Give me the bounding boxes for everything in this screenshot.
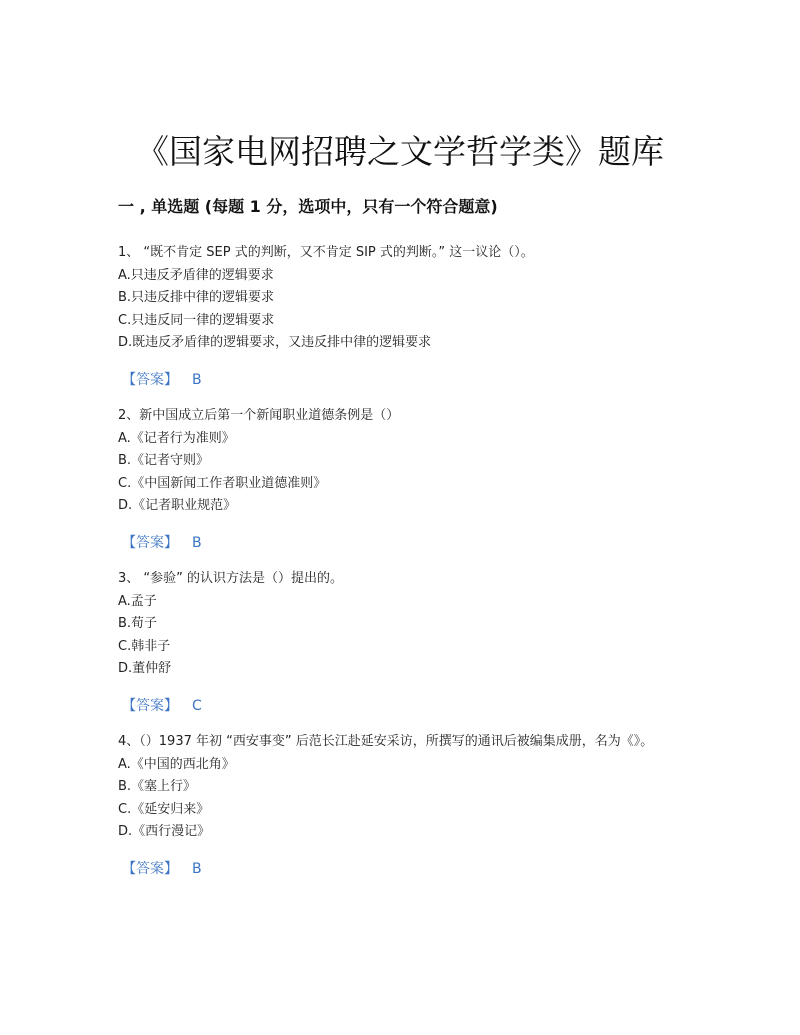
- question-option: A.《记者行为准则》: [118, 430, 235, 446]
- question-4: [118, 731, 698, 880]
- answer-value: B: [192, 371, 202, 388]
- answer-value: B: [192, 534, 202, 551]
- question-option: B.《塞上行》: [118, 779, 197, 794]
- question-option: A.只违反矛盾律的逻辑要求: [118, 267, 274, 283]
- question-stem: 1、 “既不肯定 SEP 式的判断，又不肯定 SIP 式的判断。” 这一议论（）。: [118, 245, 534, 260]
- question-2: [118, 405, 698, 554]
- question-option: A.孟子: [118, 593, 157, 609]
- question-option: C.《延安归来》: [118, 801, 210, 817]
- answer-label: 【答案】: [122, 697, 178, 714]
- answer-label: 【答案】: [122, 371, 178, 388]
- answer-value: C: [192, 697, 202, 714]
- question-stem: 2、新中国成立后第一个新闻职业道德条例是（）: [118, 408, 400, 423]
- answer-line: [118, 369, 698, 391]
- question-option: B.只违反排中律的逻辑要求: [118, 290, 275, 305]
- question-option: D.既违反矛盾律的逻辑要求，又违反排中律的逻辑要求: [118, 335, 432, 350]
- answer-label: 【答案】: [122, 860, 178, 877]
- question-option: C.只违反同一律的逻辑要求: [118, 312, 275, 328]
- question-1: [118, 242, 698, 391]
- answer-line: [118, 532, 698, 554]
- answer-value: B: [192, 860, 202, 877]
- question-option: B.荀子: [118, 616, 158, 631]
- answer-line: [118, 695, 698, 717]
- question-option: D.《记者职业规范》: [118, 498, 237, 513]
- question-3: [118, 568, 698, 717]
- answer-line: [118, 858, 698, 880]
- section-heading: 一 , 单选题 (每题 1 分，选项中，只有一个符合题意): [118, 197, 498, 216]
- document-title: 《国家电网招聘之文学哲学类》题库: [136, 132, 664, 172]
- question-option: D.董仲舒: [118, 661, 172, 676]
- question-option: D.《西行漫记》: [118, 824, 211, 839]
- question-option: A.《中国的西北角》: [118, 756, 235, 772]
- question-option: C.韩非子: [118, 638, 171, 654]
- question-option: C.《中国新闻工作者职业道德准则》: [118, 475, 327, 491]
- answer-label: 【答案】: [122, 534, 178, 551]
- question-stem: 4、（）1937 年初 “西安事变” 后范长江赴延安采访，所撰写的通讯后被编集成册，名为《》。: [118, 734, 654, 749]
- question-option: B.《记者守则》: [118, 453, 210, 468]
- question-stem: 3、 “参验” 的认识方法是（）提出的。: [118, 571, 344, 586]
